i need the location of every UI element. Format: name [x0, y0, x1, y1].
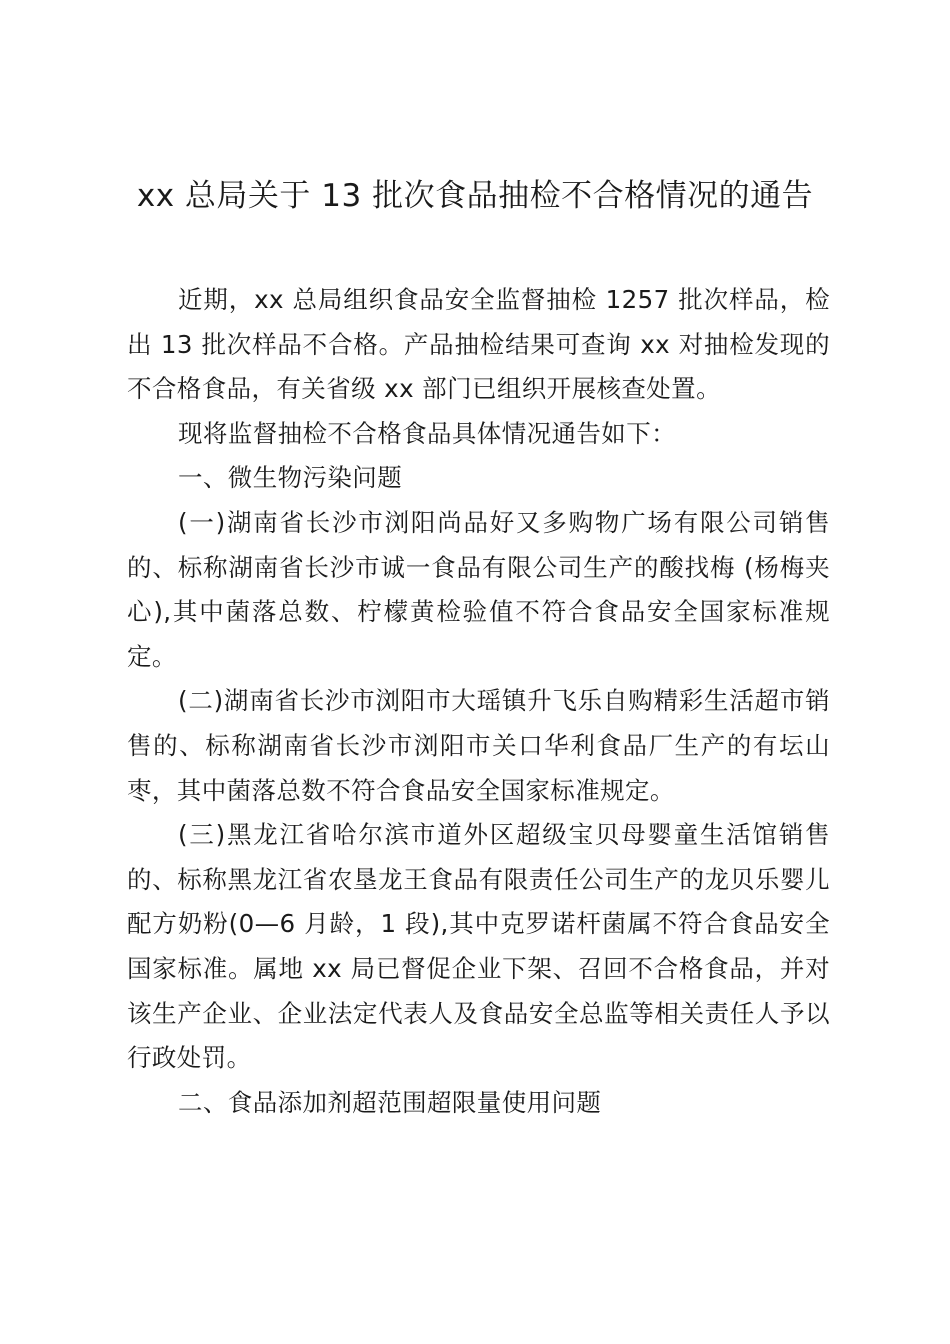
document-body	[127, 278, 830, 1125]
paragraph-notice-lead: 现将监督抽检不合格食品具体情况通告如下：	[178, 418, 676, 448]
paragraph-intro: 近期，xx 总局组织食品安全监督抽检 1257 批次样品，检出 13 批次样品不合格。产品抽检结果可查询 xx 对抽检发现的不合格食品，有关省级 xx 部门已组织开展核查处置。	[127, 285, 830, 404]
document-title: xx 总局关于 13 批次食品抽检不合格情况的通告	[136, 178, 814, 214]
paragraph-item-2: (二)湖南省长沙市浏阳市大瑶镇升飞乐自购精彩生活超市销售的、标称湖南省长沙市浏阳市关口华利食品厂生产的有坛山枣，其中菌落总数不符合食品安全国家标准规定。	[127, 686, 830, 805]
paragraph-item-3: (三)黑龙江省哈尔滨市道外区超级宝贝母婴童生活馆销售的、标称黑龙江省农垦龙王食品有限责任公司生产的龙贝乐婴儿配方奶粉(0—6 月龄，1 段),其中克罗诺杆菌属不符合食品安全国家标准。属地 xx 局已督促企业下架、召回不合格食品，并对该生产企业、企业法定代表人及食品安全总监等相关责任人予以行政处罚。	[127, 820, 830, 1073]
section-heading-microbial: 一、微生物污染问题	[178, 463, 403, 493]
paragraph-item-1: (一)湖南省长沙市浏阳尚品好又多购物广场有限公司销售的、标称湖南省长沙市诚一食品有限公司生产的酸找梅 (杨梅夹心),其中菌落总数、柠檬黄检验值不符合食品安全国家标准规定。	[127, 507, 830, 671]
section-heading-additives: 二、食品添加剂超范围超限量使用问题	[178, 1087, 602, 1117]
